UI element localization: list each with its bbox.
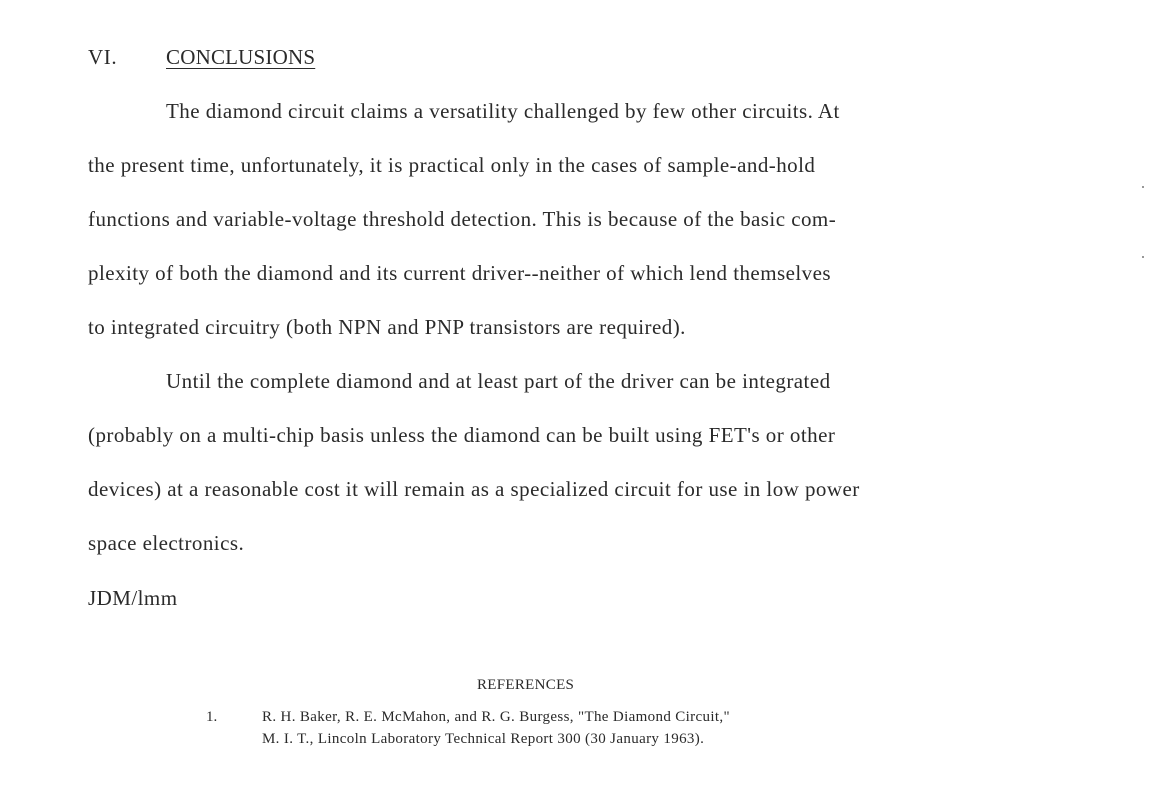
paragraph-2-line-3: devices) at a reasonable cost it will remain as a specialized circuit for use in low power	[88, 477, 860, 501]
paragraph-1-line-2: the present time, unfortunately, it is practical only in the cases of sample-and-hold	[88, 153, 816, 177]
paragraph-2-line-1: Until the complete diamond and at least part of the driver can be integrated	[166, 369, 831, 393]
reference-line-1: R. H. Baker, R. E. McMahon, and R. G. Burgess, "The Diamond Circuit,"	[262, 709, 730, 725]
reference-line-2: M. I. T., Lincoln Laboratory Technical Report 300 (30 January 1963).	[262, 731, 705, 747]
paragraph-2-line-2: (probably on a multi-chip basis unless the diamond can be built using FET's or other	[88, 423, 836, 447]
section-number: VI.	[88, 45, 118, 69]
paragraph-1-line-4: plexity of both the diamond and its current driver--neither of which lend themselves	[88, 261, 832, 285]
paragraph-1-line-3: functions and variable-voltage threshold detection. This is because of the basic com-	[88, 207, 837, 231]
references-heading: REFERENCES	[477, 677, 575, 693]
paragraph-2-line-4: space electronics.	[88, 531, 245, 555]
paragraph-1-line-1: The diamond circuit claims a versatility challenged by few other circuits. At	[166, 99, 840, 123]
section-title: CONCLUSIONS	[166, 45, 316, 69]
reference-number: 1.	[206, 709, 218, 725]
scan-speck	[1142, 186, 1144, 188]
author-initials: JDM/lmm	[88, 586, 178, 610]
paragraph-1-line-5: to integrated circuitry (both NPN and PNP transistors are required).	[88, 315, 686, 339]
scan-speck	[1142, 256, 1144, 258]
